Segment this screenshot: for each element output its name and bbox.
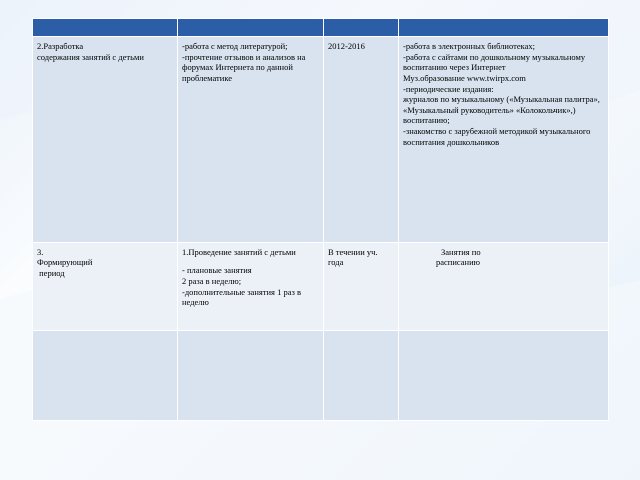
period-cell (324, 242, 399, 330)
period-cell (324, 37, 399, 243)
stage-line: период (37, 267, 65, 278)
result-line: Муз.образование www.twirpx.com (403, 73, 526, 83)
stage-line: 3. (37, 246, 44, 257)
result-line: -работа с сайтами по дошкольному музыкальному воспитанию через Интернет (403, 51, 586, 73)
forms-line: -дополнительные занятия 1 раз в неделю (182, 286, 301, 308)
result-line: -работа в электронных библиотеках; (403, 41, 535, 52)
period-line: 2012-2016 (328, 41, 365, 52)
header-cell-3 (324, 19, 399, 37)
forms-line: -работа с метод литературой; (182, 41, 288, 52)
result-line: Занятия по (441, 246, 481, 257)
result-line: -знакомство с зарубежной методикой музыкального воспитания дошкольников (403, 125, 591, 147)
header-cell-1 (33, 19, 178, 37)
spacer (182, 257, 319, 265)
table-header-row (33, 19, 609, 37)
table-row (33, 37, 609, 243)
result-cell (399, 242, 609, 330)
stage-line: содержания занятий с детьми (37, 51, 144, 62)
result-line: журналов по музыкальному («Музыкальная палитра», «Музыкальный руководитель» «Колокольчик»,) воспитанию; (403, 94, 600, 126)
stage-cell (33, 242, 178, 330)
stage-cell (33, 37, 178, 243)
empty-cell (399, 330, 609, 420)
empty-cell (33, 330, 178, 420)
forms-line: 1.Проведение занятий с детьми (182, 246, 296, 257)
empty-cell (324, 330, 399, 420)
stage-line: Формирующий (37, 257, 93, 268)
forms-cell (178, 37, 324, 243)
period-line: года (328, 257, 344, 268)
forms-line: 2 раза в неделю; (182, 275, 242, 286)
header-cell-4 (399, 19, 609, 37)
stage-line: 2.Разработка (37, 41, 84, 52)
forms-cell (178, 242, 324, 330)
result-line: -периодические издания: (403, 83, 494, 94)
work-plan-table (32, 18, 609, 421)
result-cell (399, 37, 609, 243)
forms-line: -прочтение отзывов и анализов на форумах Интернета по данной проблематике (182, 51, 306, 83)
empty-cell (178, 330, 324, 420)
table-row (33, 330, 609, 420)
table-row (33, 242, 609, 330)
result-line: расписанию (436, 257, 480, 268)
forms-line: - плановые занятия (182, 265, 252, 276)
period-line: В течении уч. (328, 246, 378, 257)
header-cell-2 (178, 19, 324, 37)
